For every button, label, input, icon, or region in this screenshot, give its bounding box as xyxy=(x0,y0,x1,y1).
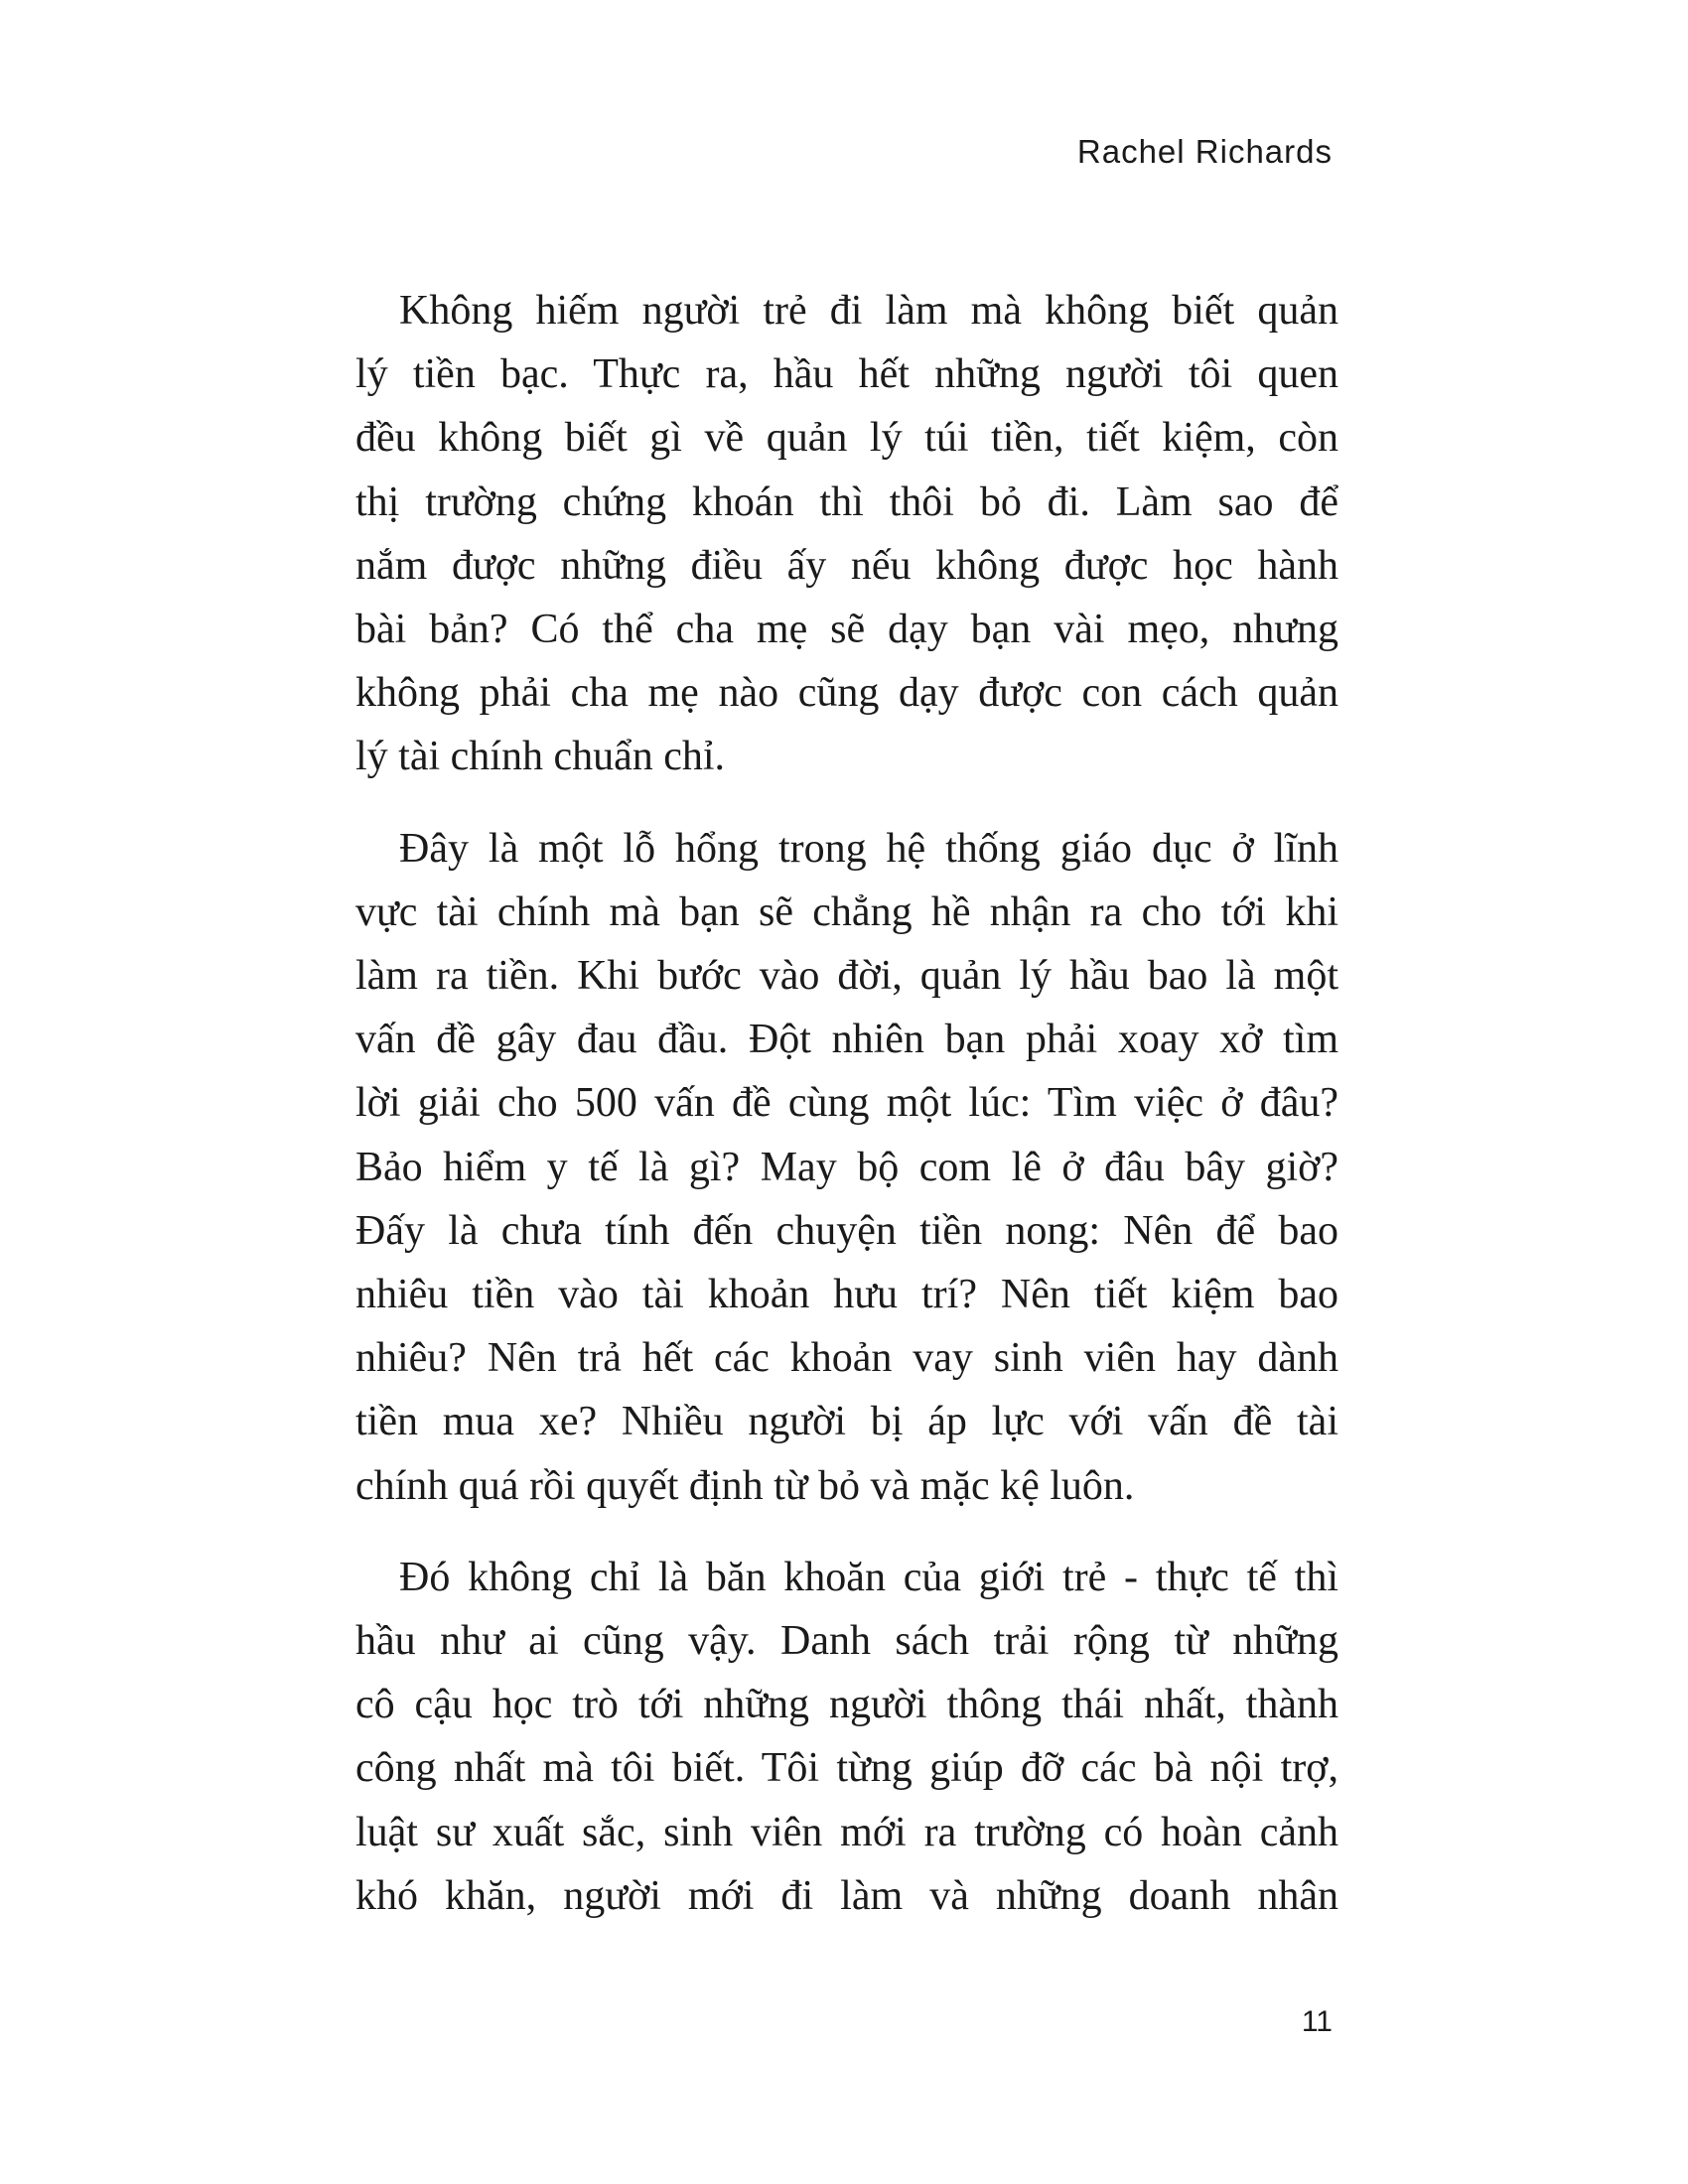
text-line: chính quá rồi quyết định từ bỏ và mặc kệ luôn. xyxy=(355,1462,1135,1509)
text-line: lý tài chính chuẩn chỉ. xyxy=(355,734,726,780)
text-line: cô cậu học trò tới những người thông thái nhất, thành xyxy=(355,1682,1338,1728)
text-line: Đấy là chưa tính đến chuyện tiền nong: Nên để bao xyxy=(355,1207,1338,1254)
text-line: thị trường chứng khoán thì thôi bỏ đi. Làm sao để xyxy=(355,478,1338,525)
text-line: vực tài chính mà bạn sẽ chẳng hề nhận ra cho tới khi xyxy=(355,888,1338,935)
text-line: nắm được những điều ấy nếu không được học hành xyxy=(355,542,1338,589)
text-line: tiền mua xe? Nhiều người bị áp lực với vấn đề tài xyxy=(355,1399,1338,1445)
page-number: 11 xyxy=(1301,2005,1333,2038)
paragraph-3 xyxy=(355,1546,1338,1928)
text-line: nhiêu? Nên trả hết các khoản vay sinh viên hay dành xyxy=(355,1335,1338,1382)
text-line: Không hiếm người trẻ đi làm mà không biết quản xyxy=(399,288,1338,334)
text-line: lời giải cho 500 vấn đề cùng một lúc: Tìm việc ở đâu? xyxy=(355,1080,1338,1127)
text-line: đều không biết gì về quản lý túi tiền, tiết kiệm, còn xyxy=(355,415,1338,462)
text-line: lý tiền bạc. Thực ra, hầu hết những người tôi quen xyxy=(355,351,1338,398)
text-line: làm ra tiền. Khi bước vào đời, quản lý hầu bao là một xyxy=(355,953,1338,1000)
text-line: khó khăn, người mới đi làm và những doanh nhân xyxy=(355,1872,1338,1919)
text-line: công nhất mà tôi biết. Tôi từng giúp đỡ các bà nội trợ, xyxy=(355,1745,1338,1792)
text-line: nhiêu tiền vào tài khoản hưu trí? Nên tiết kiệm bao xyxy=(355,1272,1338,1318)
text-line: luật sư xuất sắc, sinh viên mới ra trường có hoàn cảnh xyxy=(355,1809,1338,1855)
body-text xyxy=(355,279,1338,1956)
paragraph-1 xyxy=(355,279,1338,789)
text-line: không phải cha mẹ nào cũng dạy được con cách quản xyxy=(355,670,1338,717)
text-line: Bảo hiểm y tế là gì? May bộ com lê ở đâu bây giờ? xyxy=(355,1144,1338,1190)
text-line: Đây là một lỗ hổng trong hệ thống giáo dục ở lĩnh xyxy=(399,825,1338,872)
paragraph-2 xyxy=(355,817,1338,1518)
text-line: hầu như ai cũng vậy. Danh sách trải rộng từ những xyxy=(355,1618,1338,1665)
text-line: bài bản? Có thể cha mẹ sẽ dạy bạn vài mẹo, nhưng xyxy=(355,607,1338,653)
text-line: vấn đề gây đau đầu. Đột nhiên bạn phải xoay xở tìm xyxy=(355,1017,1338,1063)
text-line: Đó không chỉ là băn khoăn của giới trẻ - thực tế thì xyxy=(399,1554,1338,1600)
running-header-author: Rachel Richards xyxy=(1076,133,1333,170)
